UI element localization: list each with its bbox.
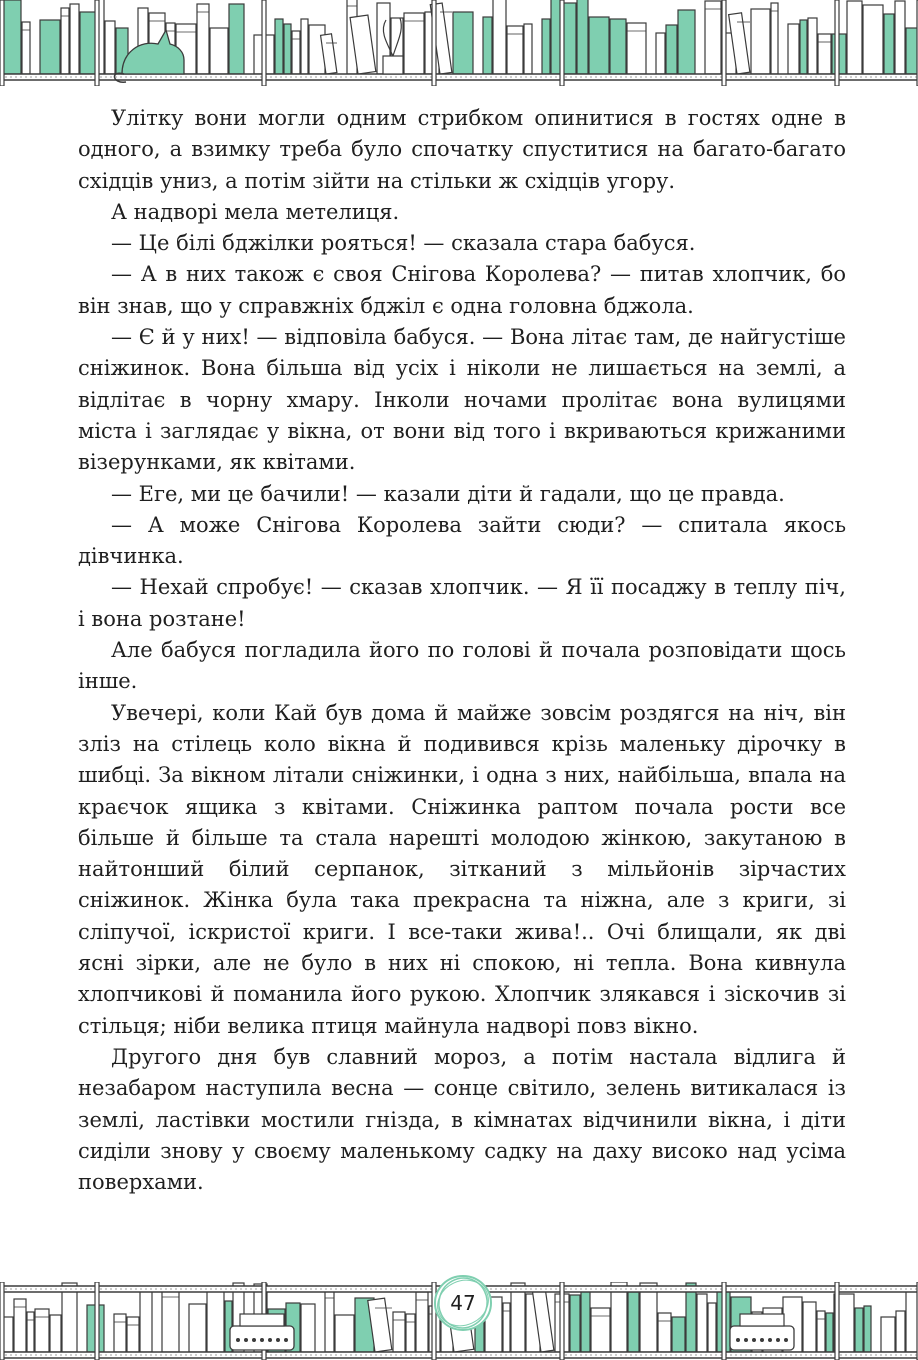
book-spine [453, 12, 473, 74]
book-spine [666, 25, 677, 74]
book-spine [335, 1315, 354, 1352]
book-spine [189, 1304, 206, 1352]
book-spine [610, 19, 626, 74]
book-spine [493, 0, 506, 74]
book-spine [301, 1304, 315, 1352]
book-spine [881, 1317, 895, 1352]
book-spine [628, 1292, 639, 1352]
paragraph-10: Увечері, коли Кай був дома й майже зовсім роздягся на ніч, він зліз на стілець коло вікна й подивився крізь маленьку дірочку в шибці. За вікном літали сніжинки, і одна з них, найбільша, впала на краєчок ящика з квітами. Сніжинка раптом почала рости все більше й більше та стала нарешті молодою жінкою, закутаною в найтонший білий серпанок, зітканий з мільйонів зірчастих сніжинок. Жінка була така прекрасна та ніжна, але з криги, зі сліпучої, іскристої криги. І все-таки жива!.. Очі блищали, як дві ясні зірки, але не було в них ні спокою, ні тепла. Вона кивнула хлопчикові й поманила його рукою. Хлопчик злякався і зіскочив зі стільця; ніби велика птиця майнула надворі повз вікно. [78, 700, 846, 1038]
book-spine [686, 1283, 696, 1352]
book-spine [50, 1315, 61, 1352]
book-spine [570, 1295, 580, 1352]
paragraph-6: — Еге, ми це бачили! — казали діти й гадали, що це правда. [111, 481, 785, 506]
book-spine [284, 24, 291, 74]
book-spine [140, 1289, 152, 1352]
book-spine [229, 4, 244, 74]
book-spine [542, 19, 550, 74]
book-spine [511, 1283, 525, 1352]
book-spine [577, 0, 588, 74]
page-number: 47 [450, 1291, 476, 1315]
book-spine [35, 1309, 49, 1352]
paragraph-3: — Це білі бджілки рояться! — сказала стара бабуся. [111, 231, 696, 256]
book-spine [581, 1290, 590, 1352]
book-spine [808, 18, 817, 74]
paragraph-7: — А може Снігова Королева зайти сюди? — спитала якось дівчинка. [78, 512, 846, 569]
book-spine [197, 4, 209, 74]
book-spine [127, 1317, 139, 1352]
book-spine [292, 31, 300, 74]
book-spine [771, 3, 778, 74]
book-spine [803, 1302, 816, 1352]
book-spine [847, 1, 862, 74]
book-spine [207, 1289, 224, 1352]
book-spine [884, 14, 894, 74]
book-spine [826, 1313, 833, 1352]
book-spine [62, 1283, 77, 1352]
book-spine [751, 9, 770, 74]
book-spine [503, 1303, 510, 1352]
book-spine [416, 1292, 428, 1352]
book-spine [404, 13, 424, 74]
typewriter-icon [730, 1314, 794, 1350]
book-spine [80, 12, 96, 74]
book-spine [658, 1313, 671, 1352]
paragraph-1: Улітку вони могли одним стрибком опинитися в гостях одне в одного, а взимку треба було спочатку спуститися на багато-багато східців униз, а потім зійти на стільки ж східців угору. [78, 106, 846, 193]
book-spine [40, 20, 60, 74]
book-spine [210, 28, 228, 74]
book-spine [896, 1311, 905, 1352]
book-spine [483, 17, 492, 74]
book-spine [105, 21, 115, 74]
book-spine [906, 28, 918, 74]
book-spine [61, 8, 69, 74]
typewriter-icon [230, 1314, 294, 1350]
paragraph-8: — Нехай спробує! — сказав хлопчик. — Я її посаджу в теплу піч, і вона розтане! [78, 575, 846, 631]
book-spine [697, 1294, 707, 1352]
book-spine [788, 24, 799, 74]
book-spine [70, 4, 79, 74]
book-spine [705, 1, 721, 74]
story-text [78, 103, 846, 1198]
book-spine [406, 1314, 415, 1352]
paragraph-11: Другого дня був славний мороз, а потім настала відлига й незабаром наступила весна — сонце світило, зелень витикалася із землі, ластівки мостили гнізда, в кімнатах відчинили вікна, і діти сиділи знову у своєму маленькому садку на даху високо над усіма поверхами. [78, 1044, 846, 1195]
book-spine [162, 1289, 179, 1352]
book-spine [591, 1308, 610, 1352]
book-spine [855, 1308, 863, 1352]
book-spine [301, 19, 308, 74]
book-spine [864, 1306, 871, 1352]
book-spine [800, 20, 807, 74]
book-spine [656, 33, 665, 74]
book-spine [817, 1311, 825, 1352]
book-spine [589, 17, 609, 74]
book-spine [678, 10, 695, 74]
page-number-badge [432, 1272, 494, 1334]
paragraph-2: А надворі мела метелиця. [111, 199, 400, 224]
book-spine [640, 1283, 657, 1352]
book-spine [818, 34, 831, 74]
book-spine [863, 5, 883, 74]
book-spine [507, 26, 523, 74]
book-spine [895, 1, 905, 74]
book-spine [524, 24, 532, 74]
book-spine [114, 1314, 126, 1352]
paragraph-9: Але бабуся погладила його по голові й почала розповідати щось інше. [78, 638, 846, 694]
paragraph-5: — Є й у них! — відповіла бабуся. — Вона літає там, де найгустіше сніжинок. Вона більша від усіх і ніколи не лишається на землі, а відлітає в чорну хмару. Інколи ночами пролітає вона вулицями міста і заглядає у вікна, от вони від того і вкриваються крижаними візерунками, як квітами. [78, 325, 846, 475]
book-spine [2, 0, 21, 74]
book-spine [393, 1312, 405, 1352]
book-spine [325, 1290, 334, 1352]
paragraph-4: — А в них також є своя Снігова Королева? — питав хлопчик, бо він знав, що у справжніх бджіл є одна головна бджола. [78, 262, 846, 318]
book-spine [672, 1317, 685, 1352]
book-spine [27, 1312, 34, 1352]
book-spine [906, 1287, 918, 1352]
book-spine [708, 1303, 716, 1352]
top-bookshelf-illustration [0, 0, 918, 86]
book-spine [275, 19, 283, 74]
